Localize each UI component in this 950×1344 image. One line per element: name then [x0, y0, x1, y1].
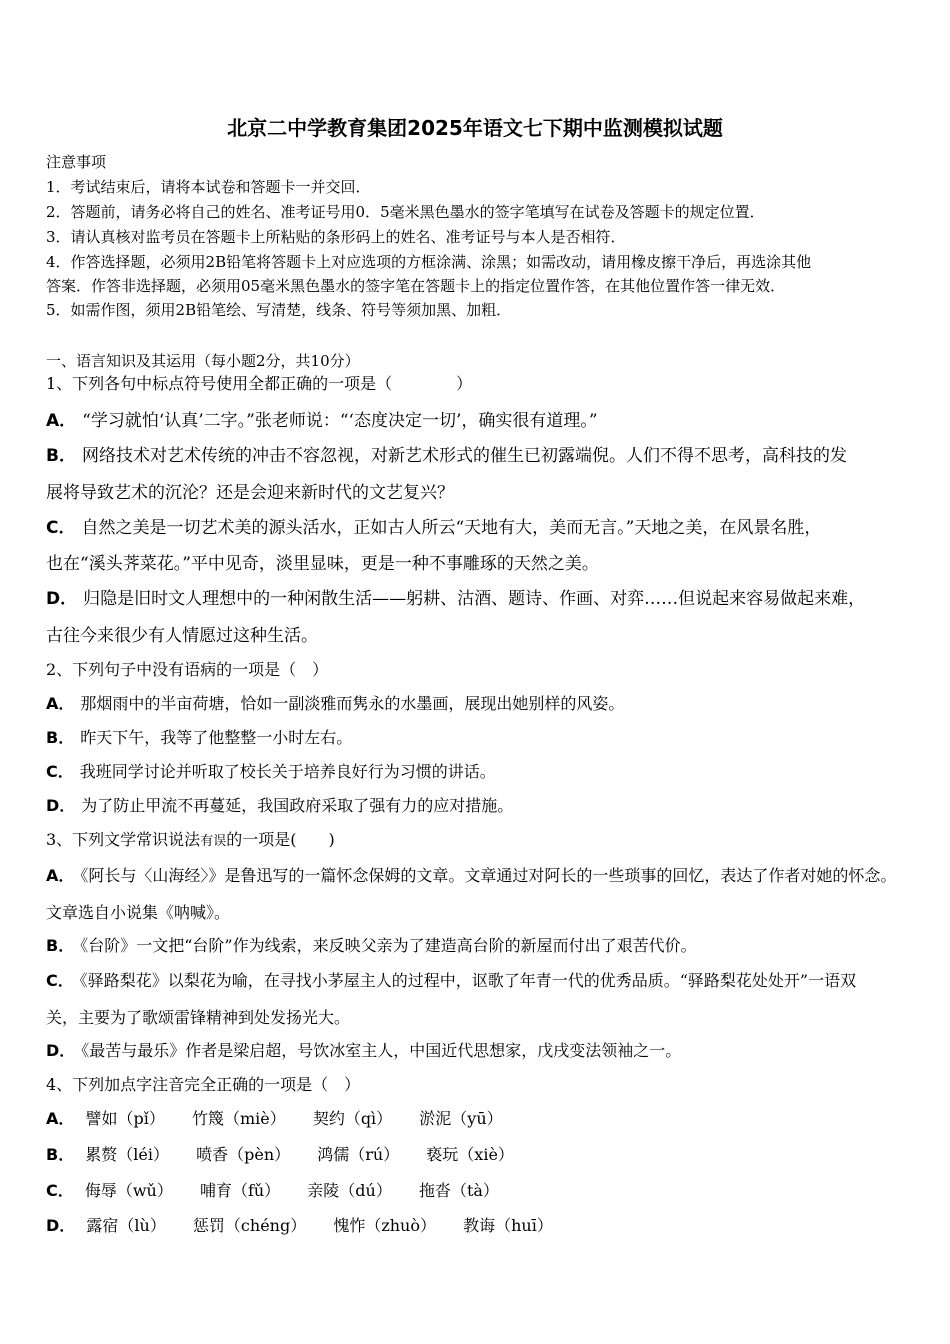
pinyin-item: 淤泥（yū） — [419, 1109, 503, 1128]
q1-option-d-cont: 古往今来很少有人情愿过这种生活。 — [46, 626, 318, 646]
option-label: B． — [46, 1145, 75, 1164]
pinyin-item: 譬如（pǐ） — [85, 1109, 165, 1128]
q3-option-c-cont: 关，主要为了歌颂雷锋精神到处发扬光大。 — [46, 1008, 351, 1027]
option-label: C． — [46, 762, 74, 781]
option-label: B． — [46, 936, 75, 955]
section-heading: 一、语言知识及其运用（每小题2分，共10分） — [46, 352, 360, 370]
option-text: 归隐是旧时文人理想中的一种闲散生活——躬耕、沽酒、题诗、作画、对弈……但说起来容易做起来难， — [83, 589, 866, 609]
q1-option-b — [46, 446, 847, 466]
q2-option-d — [46, 796, 513, 816]
option-label: D． — [46, 1216, 76, 1235]
option-label: A． — [46, 1109, 75, 1128]
option-label: C． — [46, 518, 76, 538]
notice-item: 5．如需作图，须用2B铅笔绘、写清楚，线条、符号等须加黑、加粗． — [46, 301, 512, 319]
option-text: 我班同学讨论并听取了校长关于培养良好行为习惯的讲话。 — [79, 762, 496, 781]
q2-option-a — [46, 694, 624, 714]
option-text: 网络技术对艺术传统的冲击不容忽视，对新艺术形式的催生已初露端倪。人们不得不思考，高科技的发 — [81, 446, 847, 466]
pinyin-item: 侮辱（wǔ） — [84, 1181, 173, 1200]
pinyin-item: 累赘（léi） — [85, 1145, 170, 1164]
q3-option-b — [46, 936, 697, 956]
pinyin-item: 鸿儒（rú） — [317, 1145, 400, 1164]
notice-item: 4．作答选择题，必须用2B铅笔将答题卡上对应选项的方框涂满、涂黑；如需改动，请用橡皮擦干净后，再选涂其他 — [46, 253, 812, 271]
q4-option-b — [46, 1145, 536, 1165]
notice-item: 1．考试结束后，请将本试卷和答题卡一并交回． — [46, 178, 371, 196]
notice-item: 3．请认真核对监考员在答题卡上所粘贴的条形码上的姓名、准考证号与本人是否相符． — [46, 228, 626, 246]
option-label: B． — [46, 728, 75, 747]
option-label: C． — [46, 1181, 74, 1200]
pinyin-item: 哺育（fǔ） — [199, 1181, 281, 1200]
option-label: C． — [46, 971, 74, 990]
q2-option-b — [46, 728, 352, 748]
option-label: A． — [46, 866, 75, 885]
pinyin-item: 惩罚（chéng） — [192, 1216, 307, 1235]
question-2-stem: 2、下列句子中没有语病的一项是（ ） — [46, 660, 329, 679]
option-text: 昨天下午，我等了他整整一小时左右。 — [80, 728, 353, 747]
stem-emphasis: 有误 — [200, 834, 227, 849]
option-label: D． — [46, 1041, 76, 1060]
q4-option-d — [46, 1216, 575, 1236]
option-text: 为了防止甲流不再蔓延，我国政府采取了强有力的应对措施。 — [81, 796, 514, 815]
q4-option-a — [46, 1109, 525, 1129]
q4-option-c — [46, 1181, 521, 1201]
notice-item: 2．答题前，请务必将自己的姓名、准考证号用0．5毫米黑色墨水的签字笔填写在试卷及答题卡的规定位置． — [46, 203, 765, 221]
q1-option-c — [46, 518, 821, 538]
option-label: A． — [46, 694, 75, 713]
q1-option-d — [46, 589, 865, 609]
pinyin-item: 教诲（huī） — [463, 1216, 553, 1235]
question-1-stem: 1、下列各句中标点符号使用全都正确的一项是（ ） — [46, 374, 473, 393]
option-text: 《台阶》一文把“台阶”作为线索，来反映父亲为了建造高台阶的新屋而付出了艰苦代价。 — [80, 936, 697, 955]
q1-option-a — [46, 411, 598, 431]
q3-option-d — [46, 1041, 681, 1061]
option-label: D． — [46, 589, 78, 609]
q1-option-b-cont: 展将导致艺术的沉沦？还是会迎来新时代的文艺复兴？ — [46, 483, 454, 503]
pinyin-item: 契约（qì） — [312, 1109, 393, 1128]
stem-text: 3、下列文学常识说法 — [46, 830, 201, 849]
option-label: A． — [46, 411, 77, 431]
option-text: 《阿长与〈山海经〉》是鲁迅写的一篇怀念保姆的文章。文章通过对阿长的一些琐事的回忆，表达了作者对她的怀念。 — [80, 866, 897, 885]
question-4-stem: 4、下列加点字注音完全正确的一项是（ ） — [46, 1075, 361, 1094]
pinyin-item: 喷香（pèn） — [196, 1145, 291, 1164]
option-text: 《驿路梨花》以梨花为喻，在寻找小茅屋主人的过程中，讴歌了年青一代的优秀品质。“驿路梨花处处开”一语双 — [79, 971, 857, 990]
pinyin-item: 拖沓（tà） — [418, 1181, 499, 1200]
stem-text: 的一项是( ) — [226, 830, 335, 849]
option-text: 《最苦与最乐》作者是梁启超，号饮冰室主人，中国近代思想家，戊戌变法领袖之一。 — [81, 1041, 682, 1060]
q3-option-a-cont: 文章选自小说集《呐喊》。 — [46, 903, 231, 922]
q3-option-c — [46, 971, 856, 991]
option-text: 那烟雨中的半亩荷塘，恰如一副淡雅而隽永的水墨画，展现出她别样的风姿。 — [80, 694, 625, 713]
q1-option-c-cont: 也在“溪头荠菜花。”平中见奇，淡里显味，更是一种不事雕琢的天然之美。 — [46, 554, 599, 574]
pinyin-item: 竹篾（miè） — [191, 1109, 286, 1128]
pinyin-item: 愧怍（zhuò） — [333, 1216, 436, 1235]
notice-heading: 注意事项 — [46, 153, 107, 171]
q3-option-a — [46, 866, 896, 886]
option-text: 自然之美是一切艺术美的源头活水，正如古人所云“天地有大，美而无言。”天地之美，在风景名胜， — [81, 518, 822, 538]
page-title: 北京二中学教育集团2025年语文七下期中监测模拟试题 — [227, 116, 723, 140]
question-3-stem — [46, 830, 335, 852]
q2-option-c — [46, 762, 496, 782]
option-text: “学习就怕‘认真’二字。”张老师说：“‘态度决定一切’，确实很有道理。” — [82, 411, 598, 431]
pinyin-item: 露宿（lù） — [86, 1216, 166, 1235]
pinyin-item: 亲陵（dú） — [307, 1181, 392, 1200]
option-label: D． — [46, 796, 76, 815]
pinyin-item: 亵玩（xiè） — [426, 1145, 514, 1164]
option-label: B． — [46, 446, 76, 466]
notice-item: 答案．作答非选择题，必须用05毫米黑色墨水的签字笔在答题卡上的指定位置作答，在其他位置作答一律无效． — [46, 277, 786, 295]
